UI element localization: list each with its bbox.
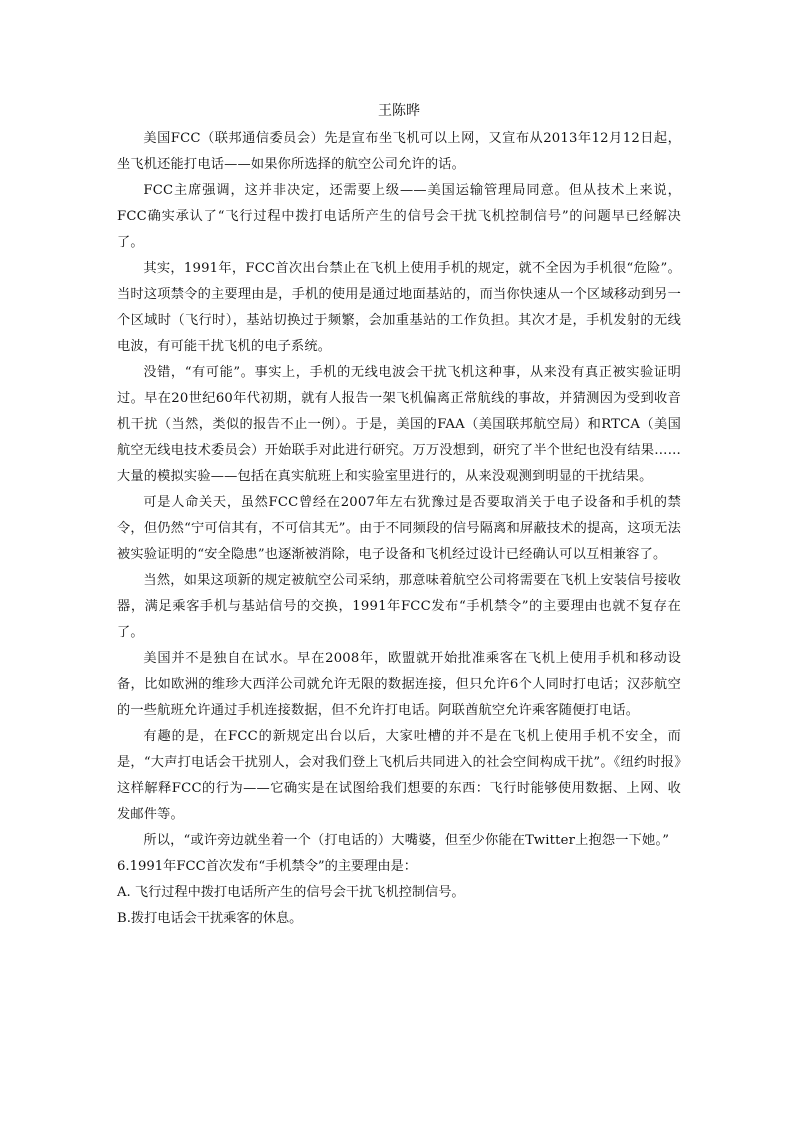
paragraph: 所以，“或许旁边就坐着一个（打电话的）大嘴婆，但至少你能在Twitter上抱怨一下她。”: [143, 833, 670, 848]
paragraph: 没错，“有可能”。事实上，手机的无线电波会干扰飞机这种事，从来没有真正被实验证明过。早在20世纪60年代初期，就有人报告一架飞机偏离正常航线的事故，并猜测因为受到收音机干扰（当然，类似的报告不止一例）。于是，美国的FAA（美国联邦航空局）和RTCA（美国航空无线电技术委员会）开始联手对此进行研究。万万没想到，研究了半个世纪也没有结果……大量的模拟实验——包括在真实航班上和实验室里进行的，从来没观测到明显的干扰结果。: [117, 365, 681, 484]
paragraph: 当然，如果这项新的规定被航空公司采纳，那意味着航空公司将需要在飞机上安装信号接收器，满足乘客手机与基站信号的交换，1991年FCC发布“手机禁令”的主要理由也就不复存在了。: [117, 573, 681, 640]
answer-option-a: A. 飞行过程中拨打电话所产生的信号会干扰飞机控制信号。: [117, 885, 465, 900]
question-stem: 6.1991年FCC首次发布“手机禁令”的主要理由是：: [117, 859, 417, 874]
paragraph: 有趣的是，在FCC的新规定出台以后，大家吐槽的并不是在飞机上使用手机不安全，而是，“大声打电话会干扰别人，会对我们登上飞机后共同进入的社会空间构成干扰”。《纽约时报》这样解释FCC的行为——它确实是在试图给我们想要的东西：飞行时能够使用数据、上网、收发邮件等。: [117, 729, 681, 822]
paragraph: 其实，1991年，FCC首次出台禁止在飞机上使用手机的规定，就不全因为手机很“危险”。当时这项禁令的主要理由是，手机的使用是通过地面基站的，而当你快速从一个区域移动到另一个区域时（飞行时），基站切换过于频繁，会加重基站的工作负担。其次才是，手机发射的无线电波，有可能干扰飞机的电子系统。: [117, 261, 681, 354]
paragraph: 美国FCC（联邦通信委员会）先是宣布坐飞机可以上网，又宣布从2013年12月12日起，坐飞机还能打电话——如果你所选择的航空公司允许的话。: [117, 131, 681, 172]
document-page: [117, 100, 681, 932]
author-name: 王陈晔: [378, 103, 420, 119]
paragraph: FCC主席强调，这并非决定，还需要上级——美国运输管理局同意。但从技术上来说，FCC确实承认了“飞行过程中拨打电话所产生的信号会干扰飞机控制信号”的问题早已经解决了。: [117, 183, 681, 250]
paragraph: 可是人命关天，虽然FCC曾经在2007年左右犹豫过是否要取消关于电子设备和手机的禁令，但仍然“宁可信其有，不可信其无”。由于不同频段的信号隔离和屏蔽技术的提高，这项无法被实验证明的“安全隐患”也逐渐被消除，电子设备和飞机经过设计已经确认可以互相兼容了。: [117, 495, 681, 562]
paragraph: 美国并不是独自在试水。早在2008年，欧盟就开始批准乘客在飞机上使用手机和移动设备，比如欧洲的维珍大西洋公司就允许无限的数据连接，但只允许6个人同时打电话；汉莎航空的一些航班允许通过手机连接数据，但不允许打电话。阿联酋航空允许乘客随便打电话。: [117, 651, 681, 718]
answer-option-b: B.拨打电话会干扰乘客的休息。: [117, 911, 303, 926]
